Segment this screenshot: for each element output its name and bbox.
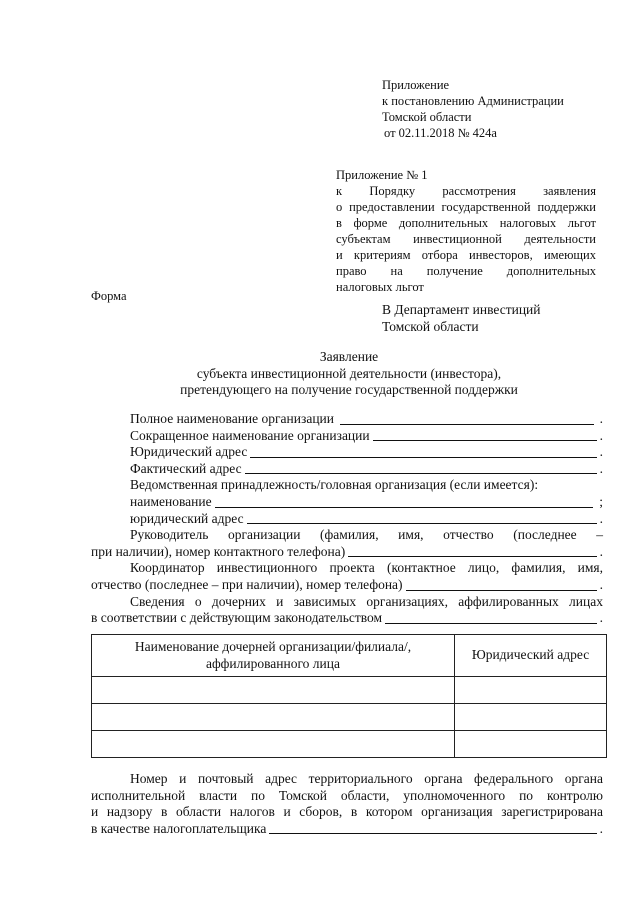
table-cell-name[interactable] [92,731,455,758]
field-short-name-input[interactable] [373,440,597,441]
field-coord-input[interactable] [406,590,597,591]
table-cell-address[interactable] [455,677,607,704]
closing-line-2: исполнительной власти по Томской области, уполномоченного по контролю [91,787,603,803]
field-parent-name-input[interactable] [215,507,594,508]
field-head-input[interactable] [348,556,596,557]
field-parent-address-input[interactable] [247,523,597,524]
field-actual-address-input[interactable] [245,473,597,474]
appendix-line-5: и критериям отбора инвесторов, имеющих [336,248,596,262]
field-subs-dot: . [599,610,603,626]
field-head [91,544,603,561]
table-cell-name[interactable] [92,677,455,704]
addressee [382,302,612,335]
approval-line-2: к постановлению Администрации [382,94,564,108]
appendix-line-3: в форме дополнительных налоговых льгот [336,216,596,230]
field-tax-authority-input[interactable] [269,833,596,834]
appendix-line-1: к Порядку рассмотрения заявления [336,184,596,198]
field-parent-address [91,511,603,528]
field-parent-address-dot: . [599,510,603,526]
field-actual-address-label: Фактический адрес [130,460,242,476]
field-subs [91,610,603,627]
field-parent-name-semicolon: ; [599,493,603,509]
field-parent-org: Ведомственная принадлежность/головная организация (если имеется): [130,477,539,493]
approval-line-3: Томской области [382,110,472,124]
table-row [92,677,607,704]
field-legal-address-dot: . [599,444,603,460]
field-legal-address [91,444,603,461]
field-full-name-label: Полное наименование организации [130,411,334,426]
tax-authority-paragraph [91,771,603,837]
subsidiaries-table [91,634,607,758]
field-coord [91,577,603,594]
appendix-line-4: субъектам инвестиционной деятельности [336,232,596,246]
field-head-line-1: Руководитель организации (фамилия, имя, отчество (последнее – [130,527,603,543]
appendix-title: Приложение № 1 [336,168,428,182]
table-cell-name[interactable] [92,704,455,731]
field-subs-input[interactable] [385,623,597,624]
table-cell-address[interactable] [455,704,607,731]
field-full-name [91,411,603,428]
title-line-3: претендующего на получение государственной поддержки [180,382,518,398]
field-legal-address-label: Юридический адрес [130,444,248,460]
title-line-1: Заявление [319,349,379,364]
addressee-line-2: Томской области [382,318,479,334]
title-line-2: субъекта инвестиционной деятельности (инвестора), [196,365,502,381]
field-parent-name-label: наименование [130,493,212,509]
field-coord-dot: . [599,576,603,592]
approval-line-4: от 02.11.2018 № 424а [384,126,497,140]
field-short-name [91,428,603,445]
field-legal-address-input[interactable] [250,457,596,458]
table-header-name [92,635,455,677]
approval-line-1: Приложение [382,78,450,92]
field-actual-address [91,461,603,478]
field-short-name-label: Сокращенное наименование организации [130,427,370,443]
form-label: Форма [91,289,127,303]
form-fields [91,411,603,627]
field-tax-authority [91,821,603,838]
document-title [91,349,607,399]
table-cell-address[interactable] [455,731,607,758]
approval-header [382,77,612,141]
appendix-line-2: о предоставлении государственной поддержки [336,200,596,214]
table-row [92,704,607,731]
appendix-header [336,167,596,295]
table-header-name-line-2: аффилированного лица [206,655,340,671]
field-short-name-dot: . [599,427,603,443]
field-parent-name [91,494,603,511]
field-actual-address-dot: . [599,460,603,476]
field-tax-authority-dot: . [599,820,603,836]
closing-line-3: и надзору в области налогов и сборов, в котором организация зарегистрирована [91,804,603,820]
field-tax-authority-label: в качестве налогоплательщика [91,820,267,836]
field-coord-line-1: Координатор инвестиционного проекта (контактное лицо, фамилия, имя, [130,560,603,576]
table-header-name-line-1: Наименование дочерней организации/филиала/, [134,639,412,654]
appendix-line-7: налоговых льгот [336,280,424,294]
field-head-label: при наличии), номер контактного телефона) [91,543,346,559]
addressee-line-1: В Департамент инвестиций [382,302,541,317]
appendix-line-6: право на получение дополнительных [336,264,596,278]
table-header-row [92,635,607,677]
field-coord-label: отчество (последнее – при наличии), номер телефона) [91,576,403,592]
field-subs-label: в соответствии с действующим законодательством [91,610,383,626]
field-parent-address-label: юридический адрес [130,510,244,526]
table-row [92,731,607,758]
field-subs-line-1: Сведения о дочерних и зависимых организациях, аффилированных лицах [130,593,603,609]
field-full-name-input[interactable] [340,424,594,425]
field-full-name-dot: . [599,411,603,426]
field-head-dot: . [599,543,603,559]
table-header-address: Юридический адрес [455,635,607,677]
closing-line-1: Номер и почтовый адрес территориального органа федерального органа [130,771,603,786]
